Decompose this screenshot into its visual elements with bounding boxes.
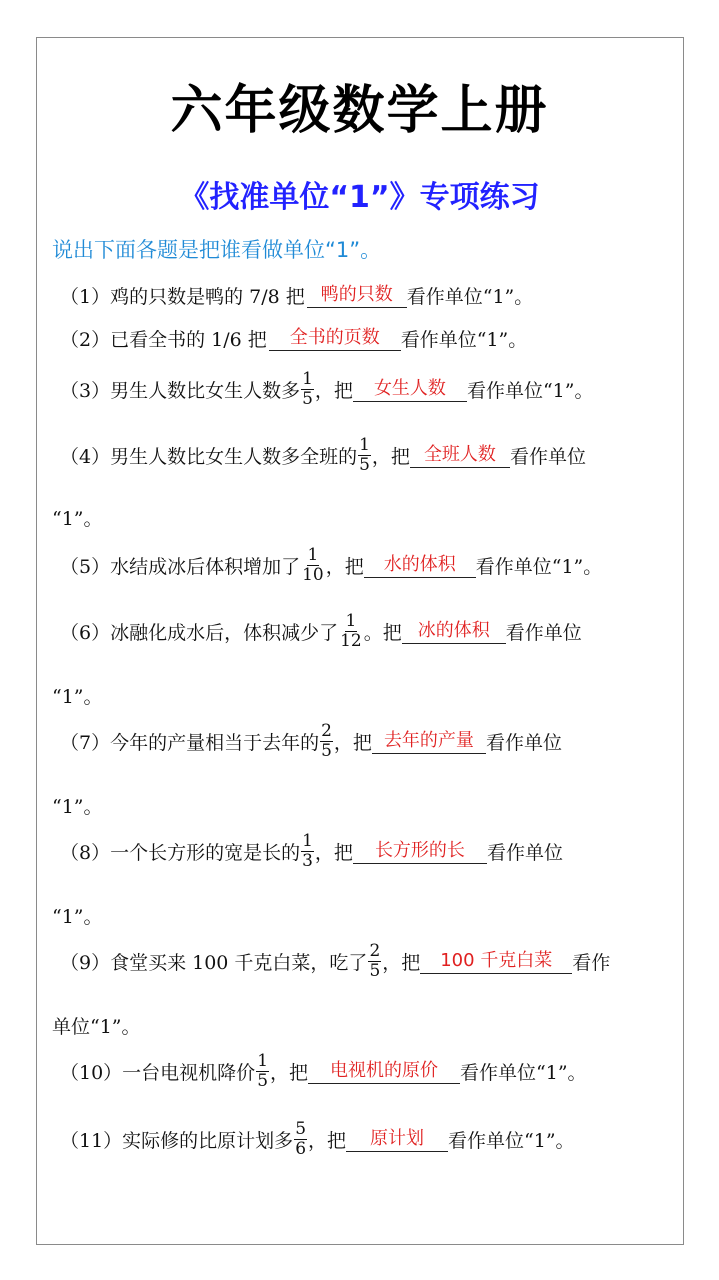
question-7: [60, 722, 562, 761]
instruction-text: 说出下面各题是把谁看做单位“1”。: [52, 238, 382, 262]
question-text: ，把: [333, 732, 372, 754]
question-text: ，把: [314, 380, 353, 402]
question-text: 看作单位“1”。: [460, 1062, 587, 1084]
question-text: ，把: [371, 446, 410, 468]
question-8: [60, 832, 563, 871]
answer-blank: 去年的产量: [372, 729, 486, 754]
fraction: $\frac{1}{3}$: [302, 831, 313, 871]
question-text: 看作单位“1”。: [448, 1130, 575, 1152]
answer-blank: 全书的页数: [269, 326, 401, 351]
answer-blank: 水的体积: [364, 553, 476, 578]
answer-blank: 长方形的长: [353, 839, 487, 864]
question-7-continuation: “1”。: [52, 796, 103, 818]
question-text: 看作单位“1”。: [475, 556, 603, 578]
question-2: [60, 325, 527, 352]
page-title: 六年级数学上册: [170, 81, 549, 141]
question-6-continuation: “1”。: [52, 686, 103, 708]
answer-blank: 100 千克白菜: [420, 949, 572, 974]
question-4-continuation: “1”。: [52, 508, 103, 530]
answer-blank: 冰的体积: [402, 619, 506, 644]
answer-blank: 全班人数: [410, 443, 510, 468]
answer-blank: 电视机的原价: [308, 1059, 460, 1084]
question-text: （4）男生人数比女生人数多全班的: [60, 446, 358, 468]
question-text: 看作单位: [505, 622, 582, 644]
answer-blank: 原计划: [346, 1127, 448, 1152]
question-6: [60, 612, 582, 651]
question-text: ，把: [308, 1130, 347, 1152]
question-text: 看作单位“1”。: [406, 286, 534, 308]
question-9: [60, 942, 610, 981]
question-5: [60, 546, 602, 585]
answer-blank: 鸭的只数: [307, 283, 407, 308]
question-text: （6）冰融化成水后，体积减少了: [60, 622, 339, 644]
question-text: （7）今年的产量相当于去年的: [60, 732, 320, 754]
question-text: ，把: [325, 556, 364, 578]
fraction: $\frac{1}{5}$: [359, 435, 370, 475]
question-text: 看作单位“1”。: [466, 380, 594, 402]
fraction: $\frac{2}{5}$: [321, 721, 332, 761]
fraction: $\frac{1}{5}$: [257, 1051, 269, 1091]
question-text: 看作单位: [485, 732, 562, 754]
question-text: （3）男生人数比女生人数多: [60, 380, 301, 402]
fraction: $\frac{1}{5}$: [302, 369, 313, 409]
question-9-continuation: 单位“1”。: [52, 1016, 141, 1038]
fraction: $\frac{1}{12}$: [340, 611, 362, 651]
question-text: 看作单位: [509, 446, 586, 468]
question-text: 看作: [572, 952, 611, 974]
question-text: （8）一个长方形的宽是长的: [60, 842, 301, 864]
fraction: $\frac{5}{6}$: [295, 1119, 307, 1159]
fraction: $\frac{2}{5}$: [369, 941, 381, 981]
question-text: 。把: [363, 622, 402, 644]
question-8-continuation: “1”。: [52, 906, 103, 928]
question-text: （2）已看全书的 1/6 把: [60, 329, 267, 351]
question-text: （9）食堂买来 100 千克白菜，吃了: [60, 952, 368, 974]
question-text: ，把: [314, 842, 353, 864]
question-1: [60, 282, 533, 309]
fraction: $\frac{1}{10}$: [302, 545, 324, 585]
answer-blank: 女生人数: [353, 377, 467, 402]
question-text: ，把: [270, 1062, 309, 1084]
question-text: （5）水结成冰后体积增加了: [60, 556, 301, 578]
question-10: [60, 1052, 587, 1091]
page-subtitle: 《找准单位“1”》专项练习: [179, 180, 540, 215]
question-text: 看作单位: [486, 842, 563, 864]
question-3: [60, 370, 593, 409]
question-text: ，把: [382, 952, 421, 974]
question-text: （1）鸡的只数是鸭的 7/8 把: [60, 286, 305, 308]
question-text: （11）实际修的比原计划多: [60, 1130, 294, 1152]
question-text: （10）一台电视机降价: [60, 1062, 256, 1084]
question-4: [60, 436, 586, 475]
question-text: 看作单位“1”。: [400, 329, 528, 351]
question-11: [60, 1120, 575, 1159]
